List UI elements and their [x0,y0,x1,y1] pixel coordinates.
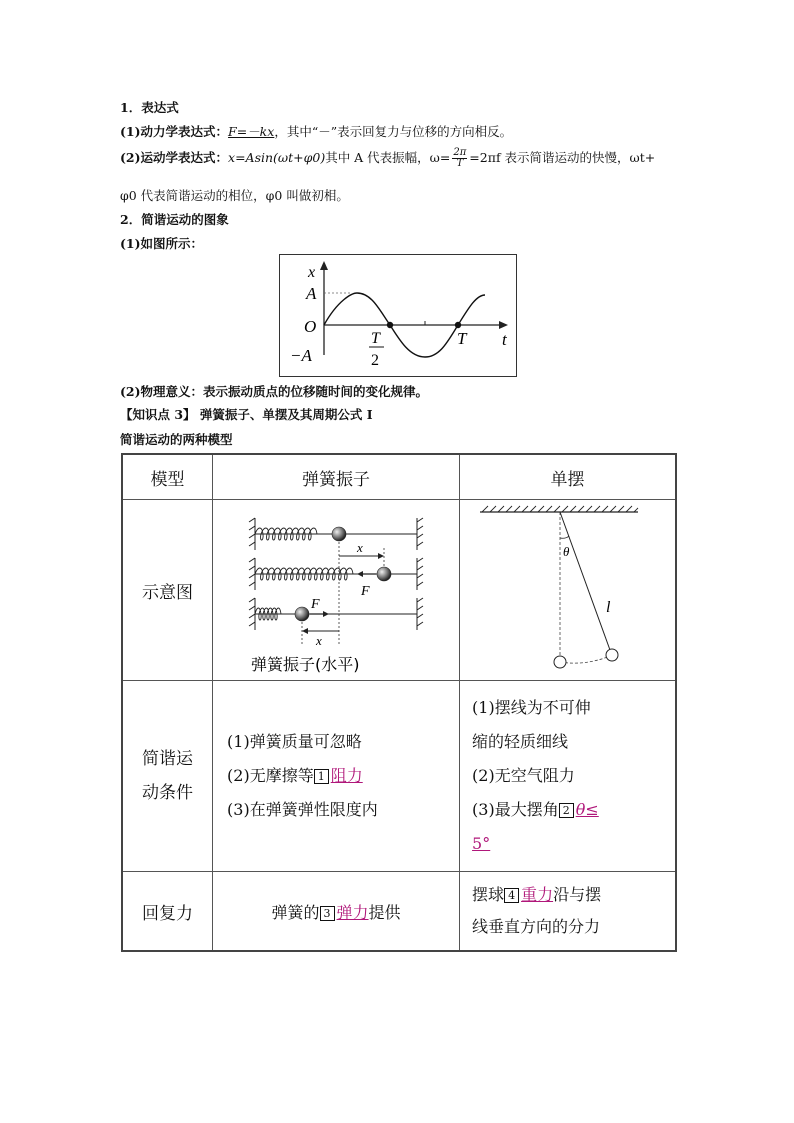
ball-stretched [377,567,391,581]
dyn-suffix: ，其中“－”表示回复力与位移的方向相反。 [274,124,513,139]
section1-heading: 1．表达式 [120,100,179,115]
dynamics-expression [120,122,512,140]
spring-caption: 弹簧振子(水平) [251,655,360,674]
omega-fraction [452,148,467,169]
row-label-diagram: 示意图 [122,500,213,681]
spring-force-prefix: 弹簧的 [271,902,320,922]
pendulum-force-line1 [472,879,675,911]
header-spring: 弹簧振子 [213,454,460,500]
label-O: O [304,317,317,336]
label-F-mid: F [361,584,370,599]
pendulum-force-prefix: 摆球 [472,885,505,904]
label-l: l [606,599,611,616]
spring-diagram-cell [213,500,460,681]
spring-cond-3: (3)在弹簧弹性限度内 [227,800,378,819]
header-model: 模型 [122,454,213,500]
ceiling-hatch [482,506,638,512]
pendulum-cond-1b: 缩的轻质细线 [472,732,569,751]
table-row-diagram [122,500,676,681]
conditions-label-line1: 简谐运 [142,749,194,769]
label-negA: −A [290,346,312,365]
spring-cond-1: (1)弹簧质量可忽略 [227,732,362,751]
spring-conditions-cell [213,681,460,872]
label-F-low: F [311,597,320,612]
shm-graph-svg [280,255,516,376]
spring-cond-2-prefix: (2)无摩擦等 [227,766,314,785]
row-label-conditions [122,681,213,872]
force-head-mid-icon [357,571,363,577]
label-x-top: x [357,540,363,555]
angle-arc [560,536,569,538]
kin-tail: =2πf 表示简谐运动的快慢，ωt+ [469,150,656,165]
ball-equilibrium [332,527,346,541]
label-theta: θ [563,544,570,559]
table-header-row [122,454,676,500]
bob-displaced [606,649,618,661]
bob-rest [554,656,566,668]
row-label-restoring-force: 回复力 [122,872,213,952]
arrow-head-icon [378,553,384,559]
conditions-label-line2: 动条件 [142,783,194,803]
pendulum-cond-3-prefix: (3)最大摆角 [472,800,559,819]
section2-item1: (1)如图所示： [120,236,204,251]
table-row-conditions [122,681,676,872]
dyn-formula: F=－kx [228,124,275,139]
spring-oscillator-svg [213,500,459,680]
x-axis-label: t [502,330,507,349]
blank-number-2: 2 [559,803,574,818]
answer-angle-b: 5° [472,834,491,853]
pendulum-cond-2: (2)无空气阻力 [472,766,575,785]
blank-number-1: 1 [314,769,329,784]
left-wall [249,518,255,630]
kinematics-expression [120,148,655,169]
pendulum-svg [460,500,665,680]
pendulum-string [560,512,610,650]
label-A: A [306,284,317,303]
blank-number-4: 4 [504,888,519,903]
kin-formula: x=Asin(ωt+φ0) [228,150,326,165]
spring-force-cell [213,872,460,952]
swing-arc [560,656,610,663]
blank-number-3: 3 [320,906,335,921]
force-head-low-icon [323,611,329,617]
pendulum-diagram-cell [460,500,676,681]
kinematics-line2: φ0 代表简谐运动的相位，φ0 叫做初相。 [120,188,349,203]
knowledge3-subtitle: 简谐运动的两种模型 [120,432,233,447]
point-half-period [387,322,393,328]
answer-gravity: 重力 [521,885,554,904]
right-wall [417,518,423,630]
spring-conditions [213,725,459,827]
header-pendulum: 单摆 [460,454,676,500]
label-T: T [457,329,467,348]
kin-mid: 其中 A 代表振幅，ω= [325,150,451,165]
point-period [455,322,461,328]
frac-den: T [456,158,464,169]
spring-force-suffix: 提供 [368,902,401,922]
spring-cond-2 [227,759,459,793]
knowledge3-title: 【知识点 3】 弹簧振子、单摆及其周期公式 Ⅰ [120,407,373,422]
shm-graph [279,254,517,377]
y-axis-label: x [308,264,316,281]
answer-resistance: 阻力 [330,766,363,785]
arrow-head-low-icon [302,628,308,634]
answer-angle-a: θ≤ [575,800,599,819]
label-T2-den: 2 [371,352,379,369]
ball-compressed [295,607,309,621]
label-x-low: x [316,633,322,648]
y-arrow-icon [320,261,328,270]
pendulum-cond-3 [472,793,675,827]
label-T2-num: T [371,330,380,347]
section2-item2: (2)物理意义：表示振动质点的位移随时间的变化规律。 [120,384,429,399]
pendulum-conditions-cell [460,681,676,872]
frac-num: 2π [453,147,467,158]
answer-elastic-force: 弹力 [336,902,369,922]
models-table [121,453,677,952]
pendulum-cond-1a: (1)摆线为不可伸 [472,698,591,717]
pendulum-force-suffix-a: 沿与摆 [553,885,602,904]
x-arrow-icon [499,321,508,329]
pendulum-force-line2: 线垂直方向的分力 [472,917,601,936]
kin-prefix: (2)运动学表达式： [120,150,229,165]
section2-heading: 2．简谐运动的图象 [120,212,229,227]
pendulum-conditions [460,691,675,861]
table-row-restoring-force [122,872,676,952]
pendulum-force-cell [460,872,676,952]
dyn-prefix: (1)动力学表达式： [120,124,229,139]
